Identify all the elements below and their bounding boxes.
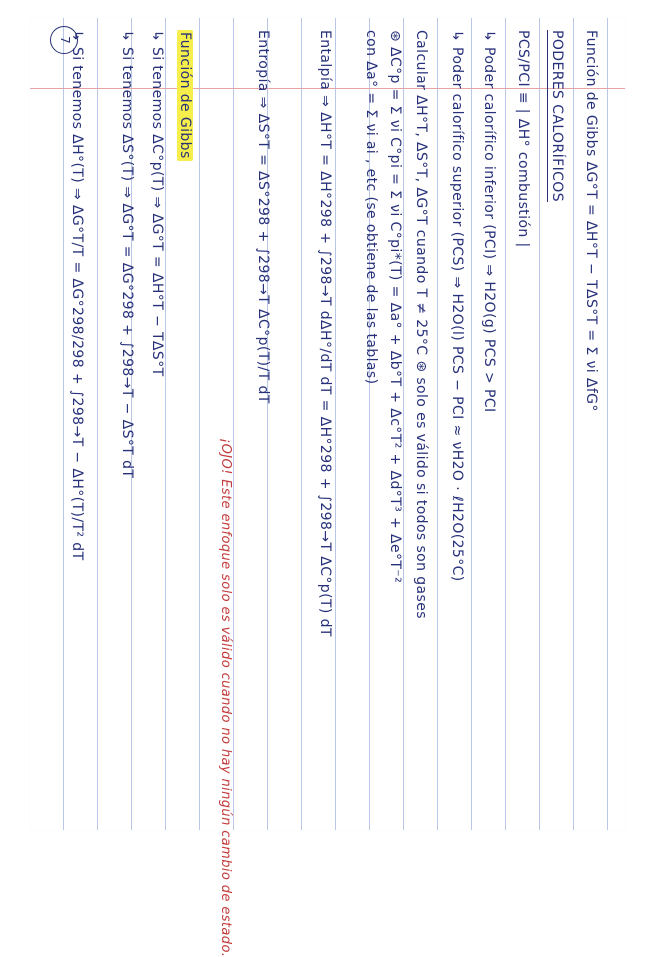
handwritten-notes [30, 18, 625, 957]
note-line-3: PCS/PCI ≡ | ΔH° combustión | [515, 30, 531, 248]
note-warning: ¡OJO! Este enfoque solo es válido cuando no hay ningún cambio de estado. [218, 438, 233, 957]
note-line-13: ↳ Si tenemos ΔC°p(T) ⇒ ΔG°T = ΔH°T − TΔS°T [149, 30, 165, 377]
note-line-9: Entalpía ⇒ ΔH°T = ΔH°298 + ∫298→T dΔH°/dT dT = ΔH°298 + ∫298→T ΔC°p(T) dT [317, 30, 333, 637]
note-line-10: Entropía ⇒ ΔS°T = ΔS°298 + ∫298→T ΔC°p(T)/T dT [255, 30, 271, 404]
page-number: 7 [50, 26, 78, 54]
note-line-8: con Δa° = Σ νi ai , etc (se obtiene de las tablas) [363, 30, 379, 385]
note-line-7: ⊛ ΔC°p = Σ νi C°pi = Σ νi C°pi*(T) = Δa° + Δb°T + Δc°T² + Δd°T³ + Δe°T⁻² [387, 30, 403, 584]
note-line-12: Función de Gibbs [177, 32, 193, 159]
note-line-2: PODERES CALORÍFICOS [549, 30, 565, 202]
note-line-1: Función de Gibbs ΔG°T = ΔH°T − TΔS°T = Σ νi ΔfG° [583, 30, 599, 412]
note-line-5: ↳ Poder calorífico superior (PCS) ⇒ H2O(l) PCS − PCI ≈ νH2O · ℓH2O(25°C) [449, 30, 465, 582]
note-line-15: ↳ Si tenemos ΔH°(T) ⇒ ΔG°T/T = ΔG°298/298 + ∫298→T − ΔH°(T)/T² dT [69, 30, 85, 561]
note-line-14: ↳ Si tenemos ΔS°(T) ⇒ ΔG°T = ΔG°298 + ∫298→T − ΔS°T dT [119, 30, 135, 479]
note-line-4: ↳ Poder calorífico inferior (PCI) ⇒ H2O(g) PCS > PCI [481, 30, 497, 413]
note-line-6: Calcular ΔH°T, ΔS°T, ΔG°T cuando T ≠ 25°C ⊛ solo es válido si todos son gases [413, 30, 429, 619]
